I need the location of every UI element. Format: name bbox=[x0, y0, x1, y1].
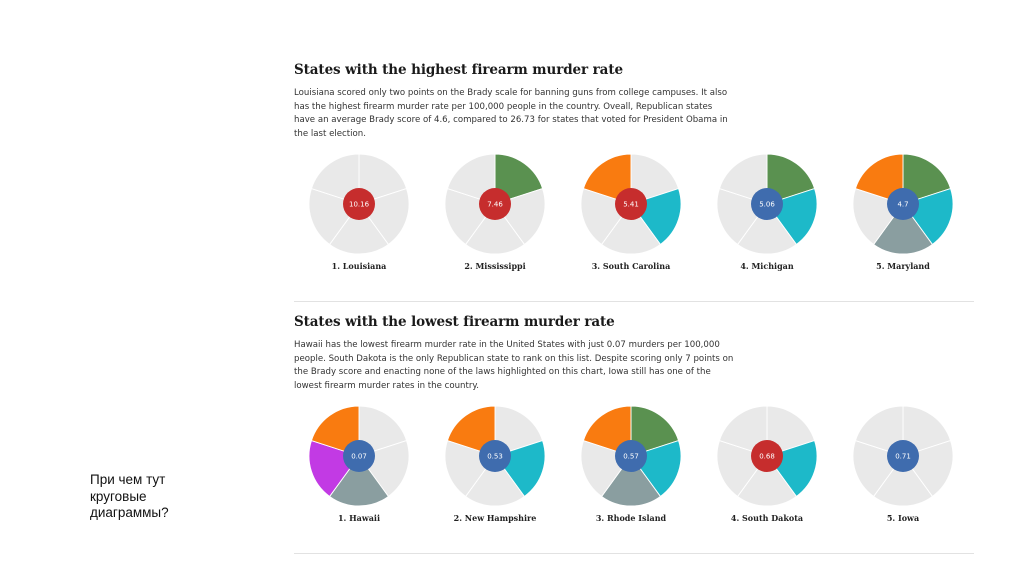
center-value: 0.53 bbox=[487, 452, 503, 461]
section-divider bbox=[294, 301, 974, 302]
slide-note bbox=[90, 472, 240, 522]
center-value: 7.46 bbox=[487, 200, 503, 209]
state-chart-louisiana bbox=[291, 152, 427, 282]
state-chart-hawaii bbox=[291, 404, 427, 534]
slide-note-line: круговые bbox=[90, 488, 147, 504]
state-label: 4. Michigan bbox=[740, 261, 794, 271]
state-chart-south-carolina bbox=[563, 152, 699, 282]
state-chart-michigan bbox=[699, 152, 835, 282]
radial-chart bbox=[307, 404, 411, 508]
state-chart-mississippi bbox=[427, 152, 563, 282]
state-label: 2. Mississippi bbox=[464, 261, 526, 271]
center-value: 5.41 bbox=[623, 200, 639, 209]
state-label: 5. Iowa bbox=[886, 513, 920, 523]
lowest-rate-charts bbox=[291, 404, 981, 534]
center-value: 0.68 bbox=[759, 452, 775, 461]
radial-chart bbox=[715, 152, 819, 256]
radial-chart bbox=[579, 152, 683, 256]
radial-chart bbox=[851, 152, 955, 256]
center-value: 0.57 bbox=[623, 452, 639, 461]
state-label: 1. Hawaii bbox=[337, 513, 381, 523]
radial-chart bbox=[715, 404, 819, 508]
state-label: 4. South Dakota bbox=[730, 513, 804, 523]
section-description-lowest: Hawaii has the lowest firearm murder rate in the United States with just 0.07 murders per 100,000 people. South Dakota is the only Republican state to rank on this list. Despite scoring only 7 points on the Brady score and enacting none of the laws highlighted on this chart, Iowa still has one of the lowest firearm murder rates in the country. bbox=[294, 340, 734, 391]
center-value: 0.71 bbox=[895, 452, 911, 461]
center-value: 5.06 bbox=[759, 200, 775, 209]
slide-note-line: При чем тут bbox=[90, 472, 166, 487]
state-chart-rhode-island bbox=[563, 404, 699, 534]
highest-rate-charts bbox=[291, 152, 981, 282]
state-chart-new-hampshire bbox=[427, 404, 563, 534]
section-description-highest: Louisiana scored only two points on the Brady scale for banning guns from college campuses. It also has the highest firearm murder rate per 100,000 people in the country. Oveall, Republican states have an average Brady score of 4.6, compared to 26.73 for states that voted for President Obama in the last election. bbox=[294, 88, 728, 139]
radial-chart bbox=[443, 152, 547, 256]
lowest-rate-section bbox=[294, 314, 974, 393]
slide-note-line: диаграммы? bbox=[90, 505, 169, 520]
highest-rate-section bbox=[294, 62, 974, 141]
state-label: 1. Louisiana bbox=[331, 261, 387, 271]
radial-chart bbox=[307, 152, 411, 256]
center-value: 4.7 bbox=[897, 200, 909, 209]
section-divider bbox=[294, 553, 974, 554]
radial-chart bbox=[579, 404, 683, 508]
state-chart-maryland bbox=[835, 152, 971, 282]
radial-chart bbox=[851, 404, 955, 508]
state-label: 3. Rhode Island bbox=[595, 513, 667, 523]
state-chart-iowa bbox=[835, 404, 971, 534]
state-label: 2. New Hampshire bbox=[453, 513, 537, 523]
center-value: 10.16 bbox=[348, 200, 370, 209]
state-label: 3. South Carolina bbox=[591, 261, 671, 271]
radial-chart bbox=[443, 404, 547, 508]
section-title-lowest: States with the lowest firearm murder rate bbox=[294, 314, 615, 330]
section-title-highest: States with the highest firearm murder rate bbox=[294, 62, 623, 78]
state-chart-south-dakota bbox=[699, 404, 835, 534]
state-label: 5. Maryland bbox=[876, 261, 930, 271]
center-value: 0.07 bbox=[351, 452, 367, 461]
